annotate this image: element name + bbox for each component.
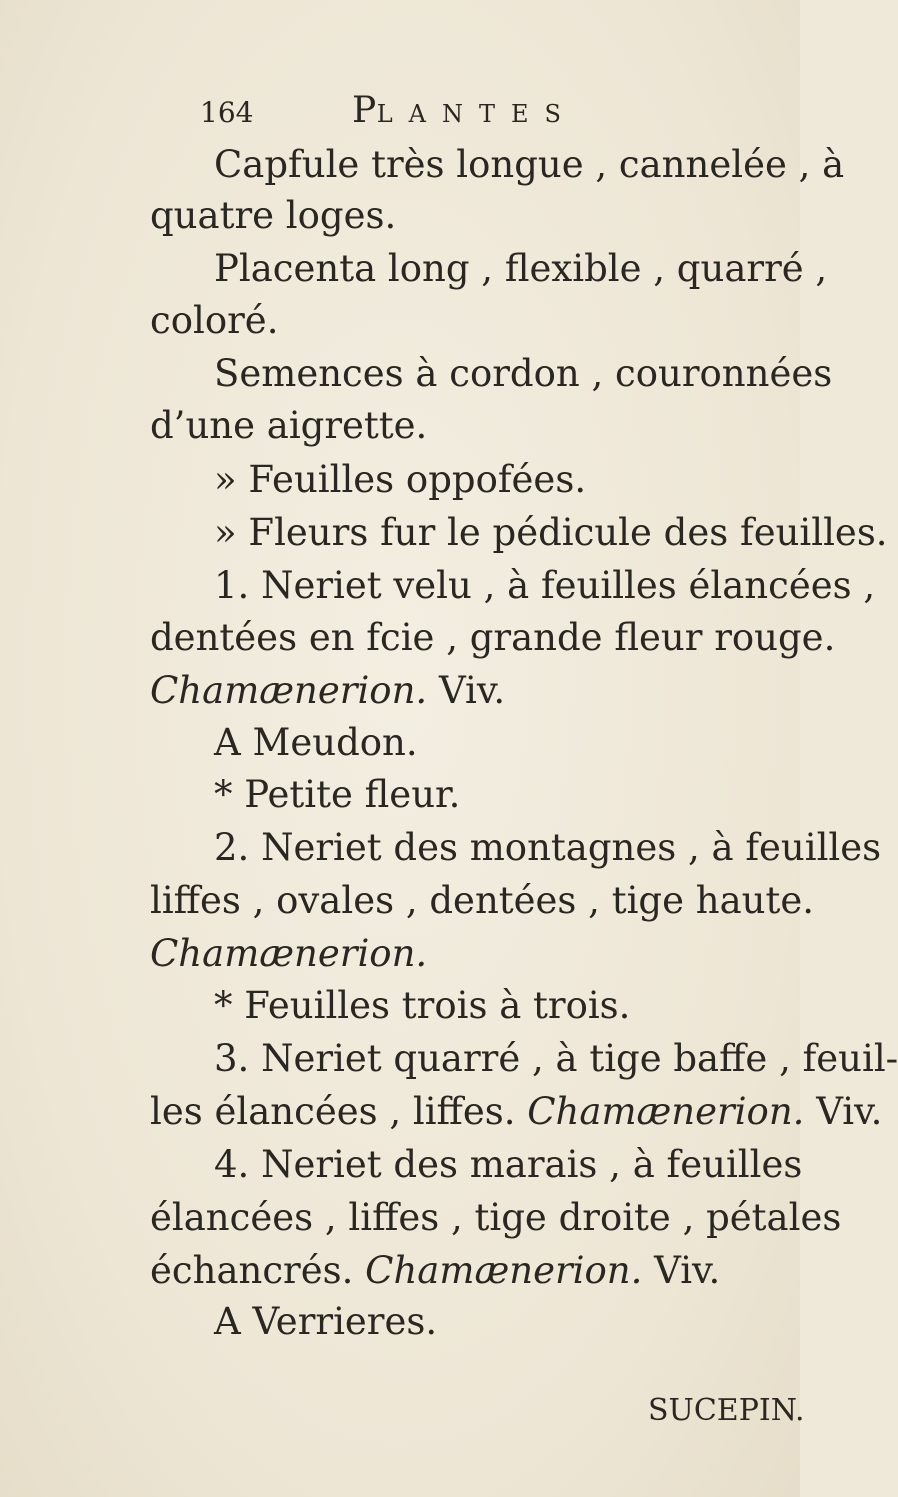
text-line: [150, 1087, 883, 1137]
viv-mark: Viv.: [816, 1090, 883, 1133]
text-line: [150, 1246, 780, 1296]
text-line: [150, 666, 780, 716]
text-line: quatre loges.: [150, 194, 397, 237]
text-line: * Petite fleur.: [214, 773, 461, 816]
text-line: * Feuilles trois à trois.: [214, 984, 631, 1027]
text-line: d’une aigrette.: [150, 404, 428, 447]
taxon-name: Chamænerion.: [365, 1249, 643, 1292]
viv-mark: Viv.: [654, 1249, 721, 1292]
text-line: 1. Neriet velu , à feuilles élancées ,: [214, 564, 876, 607]
text-fragment: échancrés.: [150, 1249, 354, 1292]
text-line: Chamænerion.: [150, 932, 428, 975]
text-line: Semences à cordon , couronnées: [214, 352, 833, 395]
running-head: [352, 90, 577, 131]
catchword: SUCEPIN.: [648, 1393, 805, 1428]
text-line: A Meudon.: [214, 721, 418, 764]
taxon-name: Chamænerion.: [527, 1090, 805, 1133]
text-line: élancées , liffes , tige droite , pétales: [150, 1196, 842, 1239]
text-line: 2. Neriet des montagnes , à feuilles: [214, 826, 882, 869]
page-header: [200, 90, 760, 146]
text-line: dentées en fcie , grande fleur rouge.: [150, 616, 836, 659]
running-head-rest: LANTES: [376, 100, 577, 128]
page-number: 164: [200, 96, 254, 129]
text-line: » Feuilles oppofées.: [214, 458, 587, 501]
text-line: 3. Neriet quarré , à tige baffe , feuil-: [214, 1037, 898, 1080]
text-fragment: les élancées , liffes.: [150, 1090, 516, 1133]
text-line: liffes , ovales , dentées , tige haute.: [150, 879, 814, 922]
viv-mark: Viv.: [438, 669, 506, 712]
taxon-name: Chamænerion.: [150, 669, 428, 712]
text-line: coloré.: [150, 299, 279, 342]
text-line: 4. Neriet des marais , à feuilles: [214, 1143, 803, 1186]
text-line: Placenta long , flexible , quarré ,: [214, 247, 828, 290]
text-line: Capfule très longue , cannelée , à: [214, 143, 845, 186]
text-line: » Fleurs fur le pédicule des feuilles.: [214, 511, 888, 554]
text-line: A Verrieres.: [214, 1300, 438, 1343]
running-head-initial: P: [352, 90, 377, 131]
